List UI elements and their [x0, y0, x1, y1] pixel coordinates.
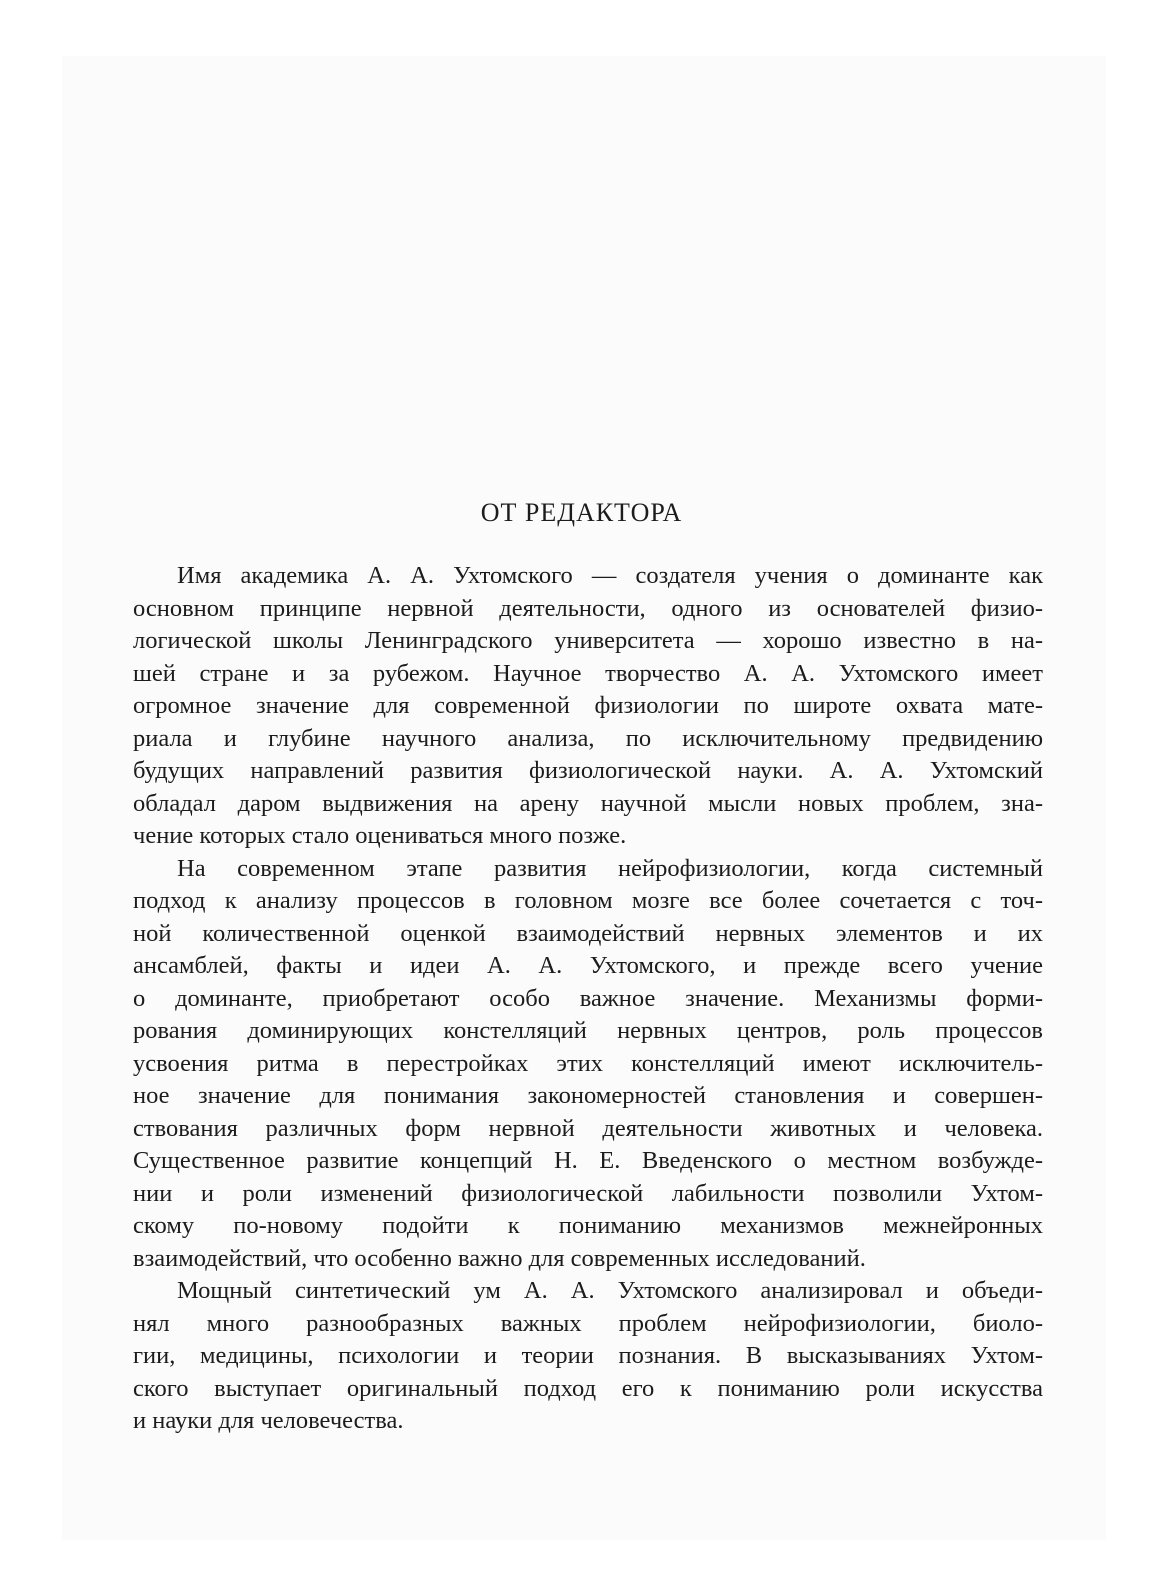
- text-line: нял много разнообразных важных проблем нейрофизиологии, биоло-: [133, 1309, 1043, 1337]
- text-line: подход к анализу процессов в головном мозге все более сочетается с точ-: [133, 887, 1043, 914]
- text-line: ствования различных форм нервной деятельности животных и человека.: [133, 1114, 1043, 1142]
- text-line: обладал даром выдвижения на арену научной мысли новых проблем, зна-: [133, 789, 1043, 817]
- text-line: взаимодействий, что особенно важно для современных исследований.: [133, 1244, 866, 1272]
- text-line: чение которых стало оцениваться много позже.: [133, 822, 627, 849]
- text-line: скому по-новому подойти к пониманию механизмов межнейронных: [133, 1212, 1043, 1239]
- text-line: ского выступает оригинальный подход его к пониманию роли искусства: [133, 1374, 1043, 1402]
- text-line: усвоения ритма в перестройках этих констелляций имеют исключитель-: [133, 1049, 1043, 1077]
- paragraph-1: [133, 560, 1043, 853]
- text-line: Мощный синтетический ум А. А. Ухтомского анализировал и объеди-: [177, 1277, 1043, 1304]
- paragraph-2: [133, 853, 1043, 1276]
- text-line: огромное значение для современной физиологии по широте охвата мате-: [133, 692, 1043, 719]
- text-line: На современном этапе развития нейрофизиологии, когда системный: [177, 854, 1043, 882]
- text-line: ансамблей, факты и идеи А. А. Ухтомского, и прежде всего учение: [133, 952, 1043, 979]
- text-line: гии, медицины, психологии и теории познания. В высказываниях Ухтом-: [133, 1342, 1043, 1369]
- text-line: рования доминирующих констелляций нервных центров, роль процессов: [133, 1017, 1043, 1044]
- text-line: ное значение для понимания закономерностей становления и совершен-: [133, 1082, 1043, 1109]
- text-line: Существенное развитие концепций Н. Е. Введенского о местном возбужде-: [133, 1147, 1043, 1174]
- page-title: ОТ РЕДАКТОРА: [480, 498, 683, 527]
- text-line: о доминанте, приобретают особо важное значение. Механизмы форми-: [133, 984, 1043, 1012]
- text-line: Имя академика А. А. Ухтомского — создателя учения о доминанте как: [177, 562, 1043, 589]
- text-line: ной количественной оценкой взаимодействий нервных элементов и их: [133, 919, 1043, 947]
- text-line: риала и глубине научного анализа, по исключительному предвидению: [133, 724, 1043, 752]
- text-line: шей стране и за рубежом. Научное творчество А. А. Ухтомского имеет: [133, 659, 1043, 687]
- body-text: [133, 560, 1043, 1438]
- text-line: нии и роли изменений физиологической лабильности позволили Ухтом-: [133, 1179, 1043, 1207]
- text-line: логической школы Ленинградского университета — хорошо известно в на-: [133, 627, 1043, 654]
- text-line: основном принципе нервной деятельности, одного из основателей физио-: [133, 594, 1043, 622]
- text-line: и науки для человечества.: [133, 1407, 404, 1434]
- text-line: будущих направлений развития физиологической науки. А. А. Ухтомский: [133, 757, 1043, 784]
- paragraph-3: [133, 1275, 1043, 1438]
